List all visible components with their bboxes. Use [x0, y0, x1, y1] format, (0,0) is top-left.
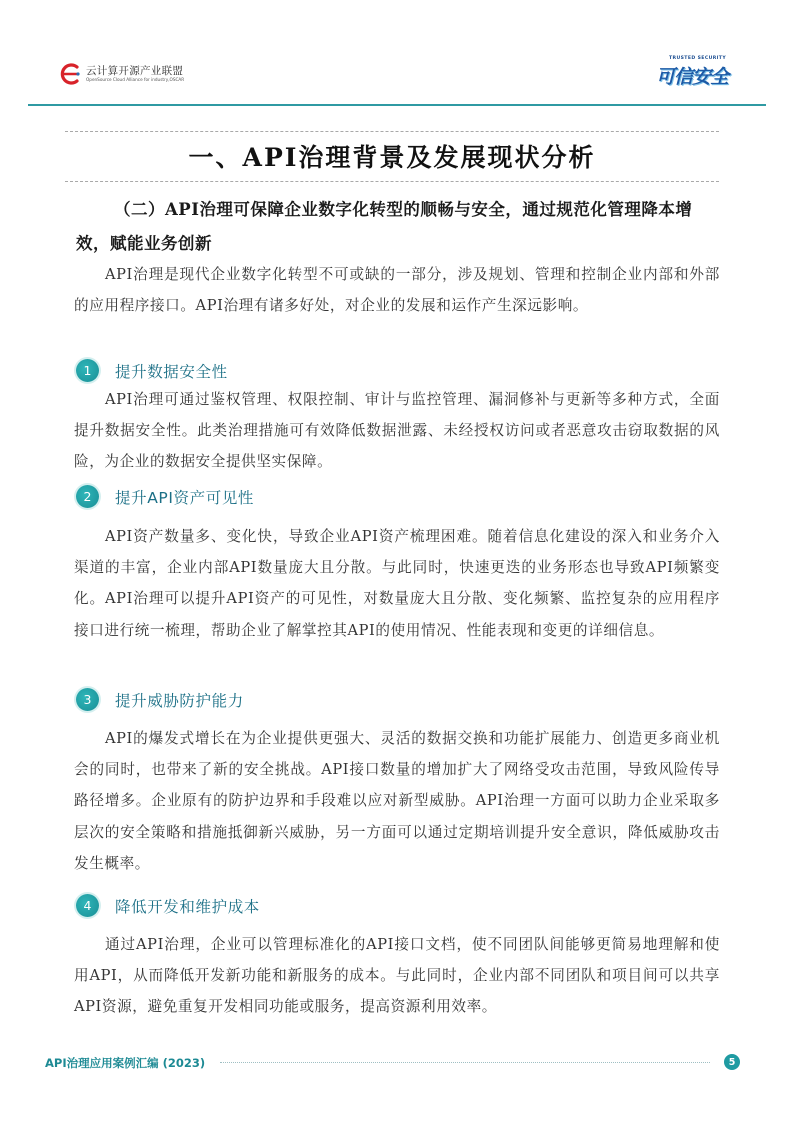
alliance-logo-en: OpenSource Cloud Alliance for industry,OSCAR: [86, 77, 185, 83]
section-4-heading: [76, 894, 260, 917]
section-2-body: API资产数量多、变化快，导致企业API资产梳理困难。随着信息化建设的深入和业务介入渠道的丰富，企业内部API数量庞大且分散。与此同时，快速更迭的业务形态也导致API频繁变化。API治理可以提升API资产的可见性，对数量庞大且分散、变化频繁、监控复杂的应用程序接口进行统一梳理，帮助企业了解掌控其API的使用情况、性能表现和变更的详细信息。: [74, 528, 720, 639]
section-4-body: 通过API治理，企业可以管理标准化的API接口文档，使不同团队间能够更简易地理解和使用API，从而降低开发新功能和新服务的成本。与此同时，企业内部不同团队和项目间可以共享API资源，避免重复开发相同功能或服务，提高资源利用效率。: [74, 936, 720, 1016]
section-3-body: API的爆发式增长在为企业提供更强大、灵活的数据交换和功能扩展能力、创造更多商业机会的同时，也带来了新的安全挑战。API接口数量的增加扩大了网络受攻击范围，导致风险传导路径增多。企业原有的防护边界和手段难以应对新型威胁。API治理一方面可以助力企业采取多层次的安全策略和措施抵御新兴威胁，另一方面可以通过定期培训提升安全意识，降低威胁攻击发生概率。: [74, 730, 720, 872]
alliance-logo-icon: [58, 62, 82, 86]
trusted-security-logo: [651, 56, 733, 90]
alliance-logo-cn: 云计算开源产业联盟: [86, 64, 184, 77]
section-title: 降低开发和维护成本: [115, 897, 260, 916]
header-divider: [28, 104, 766, 106]
section-title: 提升数据安全性: [115, 362, 228, 381]
section-number-badge: 3: [76, 688, 99, 711]
footer-label: API治理应用案例汇编 (2023): [45, 1056, 206, 1070]
section-2-heading: [76, 485, 254, 508]
footer-dotted-rule: [220, 1062, 710, 1063]
section-number-badge: 1: [76, 359, 99, 382]
subsection-heading: （二）API治理可保障企业数字化转型的顺畅与安全，通过规范化管理降本增效，赋能业务创新: [76, 200, 693, 253]
section-title: 提升API资产可见性: [115, 488, 255, 507]
page-number: 5: [724, 1054, 740, 1070]
trusted-security-logo-cn: 可信安全: [655, 66, 728, 88]
section-1-body: API治理可通过鉴权管理、权限控制、审计与监控管理、漏洞修补与更新等多种方式，全面提升数据安全性。此类治理措施可有效降低数据泄露、未经授权访问或者恶意攻击窃取数据的风险，为企业的数据安全提供坚实保障。: [74, 391, 720, 471]
section-1-heading: [76, 359, 228, 382]
intro-paragraph: API治理是现代企业数字化转型不可或缺的一部分，涉及规划、管理和控制企业内部和外部的应用程序接口。API治理有诸多好处，对企业的发展和运作产生深远影响。: [74, 266, 720, 315]
section-number-badge: 4: [76, 894, 99, 917]
alliance-logo: [58, 62, 184, 86]
section-number-badge: 2: [76, 485, 99, 508]
title-rule-top: [65, 131, 719, 132]
trusted-security-logo-en: TRUSTED SECURITY: [669, 56, 727, 61]
section-3-heading: [76, 688, 244, 711]
title-rule-bottom: [65, 181, 719, 182]
section-title: 提升威胁防护能力: [115, 691, 244, 710]
page-title: 一、API治理背景及发展现状分析: [188, 143, 596, 172]
